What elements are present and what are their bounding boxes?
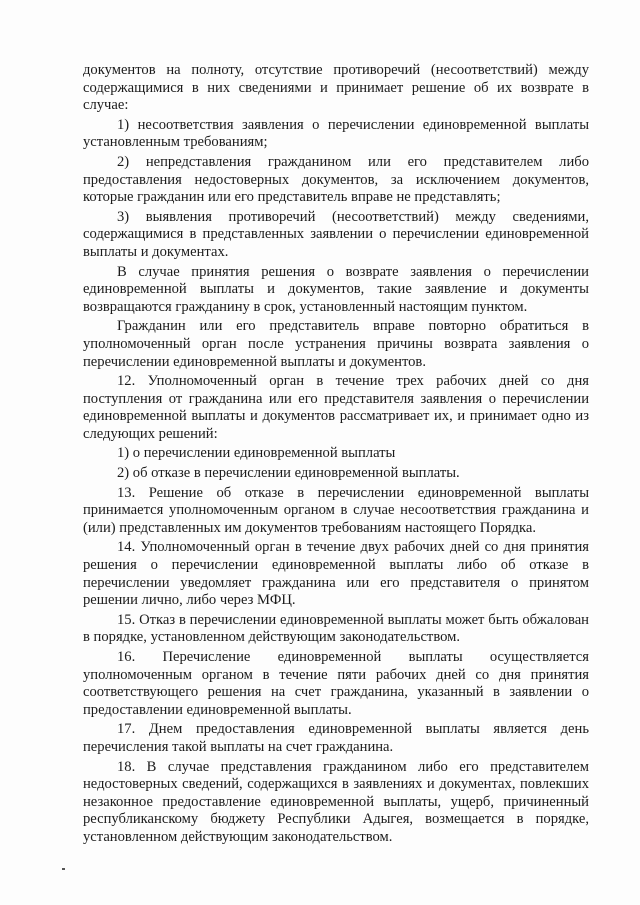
paragraph-clause-14: 14. Уполномоченный орган в течение двух рабочих дней со дня принятия решения о перечислении единовременной выплаты либо об отказе в перечислении уведомляет гражданина или его представителя о принятом решении лично, либо через МФЦ.: [83, 539, 589, 609]
paragraph-decision-1: 1) о перечислении единовременной выплаты: [117, 445, 396, 462]
paragraph-item-1: 1) несоответствия заявления о перечислении единовременной выплаты установленным требованиям;: [83, 116, 589, 151]
paragraph-item-3: 3) выявления противоречий (несоответствий) между сведениями, содержащимися в представленных заявлении о перечислении единовременной выплаты и документах.: [83, 208, 589, 260]
paragraph-continuation: документов на полноту, отсутствие противоречий (несоответствий) между содержащимися в них сведениями и принимает решение об их возврате в случае:: [83, 62, 589, 114]
paragraph-clause-13: 13. Решение об отказе в перечислении единовременной выплаты принимается уполномоченным органом в случае несоответствия гражданина и (или) представленных им документов требованиям настоящего Порядка.: [83, 484, 589, 536]
paragraph-return-decision: В случае принятия решения о возврате заявления о перечислении единовременной выплаты и документов, такие заявление и документы возвращаются гражданину в срок, установленный настоящим пунктом.: [83, 263, 589, 315]
paragraph-clause-18: 18. В случае представления гражданином либо его представителем недостоверных сведений, содержащихся в заявлениях и документах, повлекших незаконное предоставление единовременной выплаты, ущерб, причиненный республиканскому бюджету Республики Адыгея, возмещается в порядке, установленном действующим законодательством.: [83, 758, 589, 845]
paragraph-clause-12: 12. Уполномоченный орган в течение трех рабочих дней со дня поступления от гражданина или его представителя заявления о перечислении единовременной выплаты и документов рассматривает их, и принимает одно из следующих решений:: [83, 373, 589, 442]
paragraph-decision-2: 2) об отказе в перечислении единовременной выплаты.: [117, 465, 460, 482]
scan-speck: [62, 868, 65, 870]
paragraph-item-2: 2) непредставления гражданином или его представителем либо предоставления недостоверных документов, за исключением документов, которые гражданин или его представитель вправе не представлять;: [83, 153, 589, 206]
document-body: [83, 62, 589, 849]
paragraph-reapply: Гражданин или его представитель вправе повторно обратиться в уполномоченный орган после устранения причины возврата заявления о перечислении единовременной выплаты и документов.: [83, 318, 589, 370]
paragraph-clause-15: 15. Отказ в перечислении единовременной выплаты может быть обжалован в порядке, установленном действующим законодательством.: [83, 611, 589, 646]
paragraph-clause-17: 17. Днем предоставления единовременной выплаты является день перечисления такой выплаты на счет гражданина.: [83, 721, 589, 755]
paragraph-clause-16: 16. Перечисление единовременной выплаты осуществляется уполномоченным органом в течение пяти рабочих дней со дня принятия соответствующего решения на счет гражданина, указанный в заявлении о предоставлении единовременной выплаты.: [83, 649, 589, 718]
